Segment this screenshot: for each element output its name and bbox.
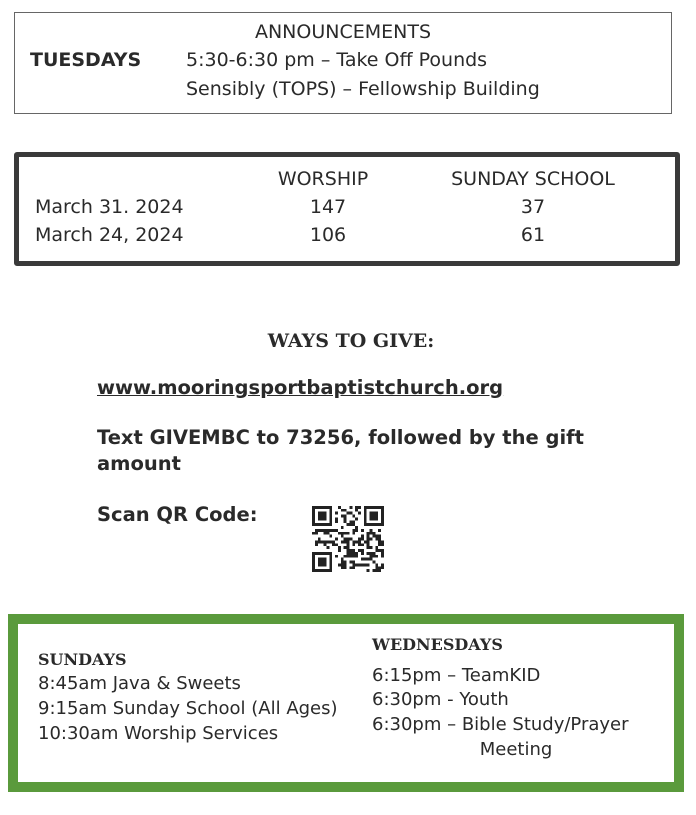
attendance-date: March 24, 2024 xyxy=(35,224,184,246)
announcement-line-2: Sensibly (TOPS) – Fellowship Building xyxy=(186,78,540,100)
sunday-item: 9:15am Sunday School (All Ages) xyxy=(38,698,338,719)
text-to-give-line-2: amount xyxy=(97,452,181,475)
sunday-school-count: 61 xyxy=(520,224,546,246)
wednesday-item: 6:30pm – Bible Study/Prayer xyxy=(372,714,629,735)
wednesday-item-continued: Meeting xyxy=(479,739,553,760)
sunday-item: 8:45am Java & Sweets xyxy=(38,673,241,694)
worship-count: 147 xyxy=(309,196,347,218)
qr-code-icon xyxy=(312,506,384,572)
announcements-title: ANNOUNCEMENTS xyxy=(254,21,432,43)
worship-count: 106 xyxy=(309,224,347,246)
scan-qr-label: Scan QR Code: xyxy=(97,503,258,526)
text-to-give-line-1: Text GIVEMBC to 73256, followed by the gift xyxy=(97,426,584,449)
attendance-date: March 31. 2024 xyxy=(35,196,184,218)
church-website-link[interactable]: www.mooringsportbaptistchurch.org xyxy=(97,376,504,399)
sunday-item: 10:30am Worship Services xyxy=(38,723,279,744)
ways-to-give-title: WAYS TO GIVE: xyxy=(267,330,435,352)
wednesday-item: 6:30pm - Youth xyxy=(372,689,509,710)
wednesdays-title: WEDNESDAYS xyxy=(372,635,503,654)
sundays-title: SUNDAYS xyxy=(38,650,127,669)
worship-header: WORSHIP xyxy=(277,168,369,190)
announcement-line-1: 5:30-6:30 pm – Take Off Pounds xyxy=(186,49,488,71)
sunday-school-count: 37 xyxy=(520,196,546,218)
announcement-day: TUESDAYS xyxy=(30,49,142,71)
wednesday-item: 6:15pm – TeamKID xyxy=(372,665,541,686)
sunday-school-header: SUNDAY SCHOOL xyxy=(451,168,615,190)
